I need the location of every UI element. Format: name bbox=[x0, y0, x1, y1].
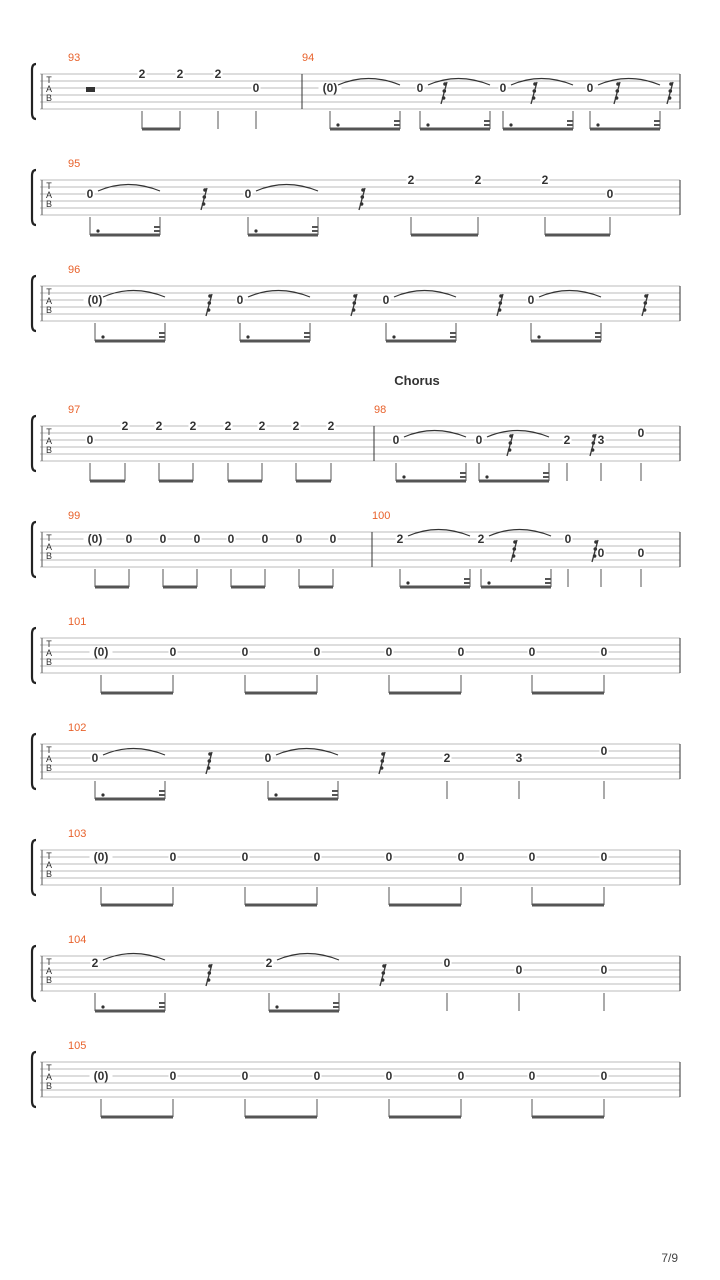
rest-dot bbox=[644, 301, 648, 305]
tie-arc bbox=[103, 291, 165, 298]
fret-number: 3 bbox=[515, 751, 523, 765]
fret-number: 0 bbox=[392, 433, 400, 447]
rest-dot bbox=[202, 202, 206, 206]
rest-dot bbox=[208, 752, 212, 756]
rest-dot bbox=[509, 434, 513, 438]
rest-dot bbox=[592, 441, 596, 445]
rest-dot bbox=[499, 301, 503, 305]
section-label-chorus: Chorus bbox=[394, 373, 440, 388]
rest-dot bbox=[361, 195, 365, 199]
rest-dot bbox=[669, 82, 673, 86]
fret-number: 0 bbox=[169, 1069, 177, 1083]
fret-number: 2 bbox=[474, 173, 482, 187]
fret-number: 2 bbox=[224, 419, 232, 433]
rest-dot bbox=[616, 82, 620, 86]
tab-clef-letter: A bbox=[45, 436, 53, 446]
rest-dot bbox=[381, 978, 385, 982]
rest-dot bbox=[643, 308, 647, 312]
fret-number: 0 bbox=[227, 532, 235, 546]
measure-number: 104 bbox=[68, 934, 87, 946]
tie-arc bbox=[98, 185, 160, 192]
fret-number: 0 bbox=[86, 433, 94, 447]
tab-clef-letter: T bbox=[46, 745, 52, 755]
tie-arc bbox=[408, 530, 470, 537]
dot bbox=[254, 229, 257, 232]
fret-number: 0 bbox=[457, 1069, 465, 1083]
dot bbox=[426, 123, 429, 126]
tab-clef-letter: A bbox=[45, 1072, 53, 1082]
rest-dot bbox=[669, 89, 673, 93]
measure-number: 99 bbox=[68, 510, 81, 522]
tie-arc bbox=[539, 291, 601, 298]
tab-clef-letter: B bbox=[45, 657, 53, 667]
fret-number: 0 bbox=[236, 293, 244, 307]
tab-system bbox=[32, 264, 680, 341]
fret-number: 0 bbox=[193, 532, 201, 546]
fret-number: 0 bbox=[637, 546, 645, 560]
fret-number: 2 bbox=[443, 751, 451, 765]
rest-dot bbox=[513, 540, 517, 544]
tab-clef-letter: T bbox=[46, 1063, 52, 1073]
tab-clef-letter: T bbox=[46, 851, 52, 861]
dot bbox=[101, 1005, 104, 1008]
dot bbox=[246, 335, 249, 338]
fret-number: 0 bbox=[443, 956, 451, 970]
dot bbox=[101, 335, 104, 338]
tie-arc bbox=[511, 79, 573, 86]
system-brace bbox=[32, 522, 36, 577]
rest-dot bbox=[668, 96, 672, 100]
rest-dot bbox=[498, 308, 502, 312]
fret-number: 0 bbox=[600, 850, 608, 864]
tab-system bbox=[32, 510, 680, 587]
dot bbox=[537, 335, 540, 338]
rest-dot bbox=[360, 202, 364, 206]
rest-dot bbox=[533, 89, 537, 93]
fret-number: 0 bbox=[241, 1069, 249, 1083]
tab-clef-letter: T bbox=[46, 427, 52, 437]
rest-dot bbox=[594, 547, 598, 551]
tab-clef-letter: A bbox=[45, 966, 53, 976]
page-number: 7/9 bbox=[661, 1251, 678, 1265]
rest-dot bbox=[361, 188, 365, 192]
fret-number: (0) bbox=[93, 1069, 109, 1083]
tab-clef-letter: B bbox=[45, 975, 53, 985]
measure-number: 96 bbox=[68, 264, 81, 276]
dot bbox=[392, 335, 395, 338]
rest-dot bbox=[592, 434, 596, 438]
whole-rest bbox=[86, 87, 95, 92]
tie-arc bbox=[428, 79, 490, 86]
rest-dot bbox=[207, 766, 211, 770]
fret-number: 0 bbox=[382, 293, 390, 307]
fret-number: 0 bbox=[159, 532, 167, 546]
fret-number: 0 bbox=[600, 645, 608, 659]
fret-number: 0 bbox=[637, 426, 645, 440]
rest-dot bbox=[352, 308, 356, 312]
fret-number: (0) bbox=[322, 81, 338, 95]
fret-number: 0 bbox=[600, 1069, 608, 1083]
tie-arc bbox=[487, 431, 549, 438]
dot bbox=[96, 229, 99, 232]
fret-number: 0 bbox=[169, 645, 177, 659]
measure-number: 100 bbox=[372, 510, 391, 522]
system-brace bbox=[32, 416, 36, 471]
tab-clef-letter: T bbox=[46, 75, 52, 85]
fret-number: 2 bbox=[189, 419, 197, 433]
rest-dot bbox=[203, 195, 207, 199]
rest-dot bbox=[594, 540, 598, 544]
system-brace bbox=[32, 734, 36, 789]
fret-number: 0 bbox=[597, 546, 605, 560]
fret-number: 2 bbox=[91, 956, 99, 970]
tab-clef-letter: T bbox=[46, 287, 52, 297]
fret-number: 0 bbox=[86, 187, 94, 201]
measure-number: 105 bbox=[68, 1040, 87, 1052]
fret-number: 0 bbox=[457, 645, 465, 659]
measure-number: 94 bbox=[302, 52, 315, 64]
tab-clef-letter: B bbox=[45, 445, 53, 455]
rest-dot bbox=[380, 766, 384, 770]
dot bbox=[275, 1005, 278, 1008]
rest-dot bbox=[208, 971, 212, 975]
rest-dot bbox=[644, 294, 648, 298]
dot bbox=[406, 581, 409, 584]
fret-number: (0) bbox=[87, 532, 103, 546]
system-brace bbox=[32, 170, 36, 225]
measure-number: 98 bbox=[374, 404, 387, 416]
rest-dot bbox=[615, 96, 619, 100]
rest-dot bbox=[382, 964, 386, 968]
fret-number: 0 bbox=[606, 187, 614, 201]
measure-number: 103 bbox=[68, 828, 87, 840]
fret-number: (0) bbox=[93, 645, 109, 659]
measure-number: 93 bbox=[68, 52, 81, 64]
rest-dot bbox=[616, 89, 620, 93]
fret-number: 0 bbox=[313, 850, 321, 864]
fret-number: 2 bbox=[214, 67, 222, 81]
fret-number: 2 bbox=[258, 419, 266, 433]
tab-system bbox=[32, 616, 680, 693]
rest-dot bbox=[513, 547, 517, 551]
measure-number: 95 bbox=[68, 158, 81, 170]
fret-number: 0 bbox=[244, 187, 252, 201]
tab-clef-letter: T bbox=[46, 639, 52, 649]
dot bbox=[485, 475, 488, 478]
fret-number: (0) bbox=[93, 850, 109, 864]
rest-dot bbox=[442, 96, 446, 100]
measure-number: 102 bbox=[68, 722, 87, 734]
rest-dot bbox=[533, 82, 537, 86]
fret-number: 2 bbox=[477, 532, 485, 546]
fret-number: 2 bbox=[176, 67, 184, 81]
rest-dot bbox=[512, 554, 516, 558]
fret-number: 0 bbox=[564, 532, 572, 546]
fret-number: 2 bbox=[563, 433, 571, 447]
tie-arc bbox=[404, 431, 466, 438]
fret-number: 0 bbox=[457, 850, 465, 864]
fret-number: 0 bbox=[527, 293, 535, 307]
fret-number: 0 bbox=[600, 963, 608, 977]
fret-number: 0 bbox=[295, 532, 303, 546]
tab-clef-letter: B bbox=[45, 763, 53, 773]
fret-number: 0 bbox=[252, 81, 260, 95]
dot bbox=[336, 123, 339, 126]
fret-number: 0 bbox=[329, 532, 337, 546]
tie-arc bbox=[276, 749, 338, 756]
fret-number: 2 bbox=[121, 419, 129, 433]
tab-clef-letter: B bbox=[45, 93, 53, 103]
tie-arc bbox=[103, 954, 165, 961]
fret-number: 0 bbox=[586, 81, 594, 95]
tab-system bbox=[32, 934, 680, 1011]
fret-number: 0 bbox=[515, 963, 523, 977]
tie-arc bbox=[338, 79, 400, 86]
rest-dot bbox=[509, 441, 513, 445]
fret-number: 2 bbox=[292, 419, 300, 433]
rest-dot bbox=[207, 308, 211, 312]
tie-arc bbox=[489, 530, 551, 537]
fret-number: 2 bbox=[407, 173, 415, 187]
tab-clef-letter: A bbox=[45, 296, 53, 306]
tab-clef-letter: B bbox=[45, 869, 53, 879]
dot bbox=[101, 793, 104, 796]
tab-clef-letter: A bbox=[45, 84, 53, 94]
rest-dot bbox=[508, 448, 512, 452]
tab-clef-letter: A bbox=[45, 190, 53, 200]
fret-number: 0 bbox=[600, 744, 608, 758]
tab-clef-letter: A bbox=[45, 754, 53, 764]
fret-number: 0 bbox=[499, 81, 507, 95]
rest-dot bbox=[207, 978, 211, 982]
tab-system bbox=[32, 404, 680, 481]
tab-clef-letter: B bbox=[45, 199, 53, 209]
tie-arc bbox=[598, 79, 660, 86]
fret-number: 0 bbox=[385, 1069, 393, 1083]
fret-number: 0 bbox=[385, 850, 393, 864]
fret-number: 3 bbox=[597, 433, 605, 447]
tab-clef-letter: T bbox=[46, 957, 52, 967]
tab-clef-letter: B bbox=[45, 551, 53, 561]
fret-number: 0 bbox=[125, 532, 133, 546]
tab-system bbox=[32, 722, 680, 799]
tab-clef-letter: B bbox=[45, 305, 53, 315]
rest-dot bbox=[443, 82, 447, 86]
fret-number: 0 bbox=[169, 850, 177, 864]
tab-system bbox=[32, 52, 680, 129]
dot bbox=[487, 581, 490, 584]
fret-number: 0 bbox=[313, 645, 321, 659]
fret-number: 0 bbox=[264, 751, 272, 765]
rest-dot bbox=[591, 448, 595, 452]
tab-clef-letter: T bbox=[46, 533, 52, 543]
tab-system bbox=[32, 158, 680, 235]
fret-number: (0) bbox=[87, 293, 103, 307]
rest-dot bbox=[499, 294, 503, 298]
fret-number: 0 bbox=[261, 532, 269, 546]
system-brace bbox=[32, 276, 36, 331]
system-brace bbox=[32, 628, 36, 683]
tab-clef-letter: A bbox=[45, 860, 53, 870]
rest-dot bbox=[381, 752, 385, 756]
tab-clef-letter: T bbox=[46, 181, 52, 191]
tie-arc bbox=[277, 954, 339, 961]
rest-dot bbox=[353, 294, 357, 298]
fret-number: 0 bbox=[241, 850, 249, 864]
system-brace bbox=[32, 1052, 36, 1107]
fret-number: 0 bbox=[241, 645, 249, 659]
tie-arc bbox=[103, 749, 165, 756]
rest-dot bbox=[208, 294, 212, 298]
fret-number: 0 bbox=[416, 81, 424, 95]
dot bbox=[596, 123, 599, 126]
system-brace bbox=[32, 64, 36, 119]
rest-dot bbox=[208, 301, 212, 305]
rest-dot bbox=[208, 964, 212, 968]
fret-number: 2 bbox=[155, 419, 163, 433]
fret-number: 0 bbox=[91, 751, 99, 765]
dot bbox=[274, 793, 277, 796]
dot bbox=[509, 123, 512, 126]
measure-number: 97 bbox=[68, 404, 81, 416]
measure-number: 101 bbox=[68, 616, 87, 628]
fret-number: 2 bbox=[138, 67, 146, 81]
dot bbox=[402, 475, 405, 478]
tie-arc bbox=[394, 291, 456, 298]
fret-number: 0 bbox=[475, 433, 483, 447]
fret-number: 0 bbox=[528, 850, 536, 864]
rest-dot bbox=[208, 759, 212, 763]
fret-number: 0 bbox=[528, 645, 536, 659]
system-brace bbox=[32, 840, 36, 895]
fret-number: 0 bbox=[528, 1069, 536, 1083]
rest-dot bbox=[382, 971, 386, 975]
tab-systems bbox=[32, 52, 680, 1117]
fret-number: 0 bbox=[385, 645, 393, 659]
rest-dot bbox=[353, 301, 357, 305]
tie-arc bbox=[256, 185, 318, 192]
rest-dot bbox=[532, 96, 536, 100]
system-brace bbox=[32, 946, 36, 1001]
fret-number: 2 bbox=[396, 532, 404, 546]
tab-clef-letter: A bbox=[45, 542, 53, 552]
rest-dot bbox=[443, 89, 447, 93]
tab-clef-letter: A bbox=[45, 648, 53, 658]
fret-number: 2 bbox=[541, 173, 549, 187]
tab-system bbox=[32, 828, 680, 905]
rest-dot bbox=[381, 759, 385, 763]
tie-arc bbox=[248, 291, 310, 298]
tab-system bbox=[32, 1040, 680, 1117]
rest-dot bbox=[593, 554, 597, 558]
fret-number: 0 bbox=[313, 1069, 321, 1083]
rest-dot bbox=[203, 188, 207, 192]
tab-clef-letter: B bbox=[45, 1081, 53, 1091]
fret-number: 2 bbox=[327, 419, 335, 433]
fret-number: 2 bbox=[265, 956, 273, 970]
